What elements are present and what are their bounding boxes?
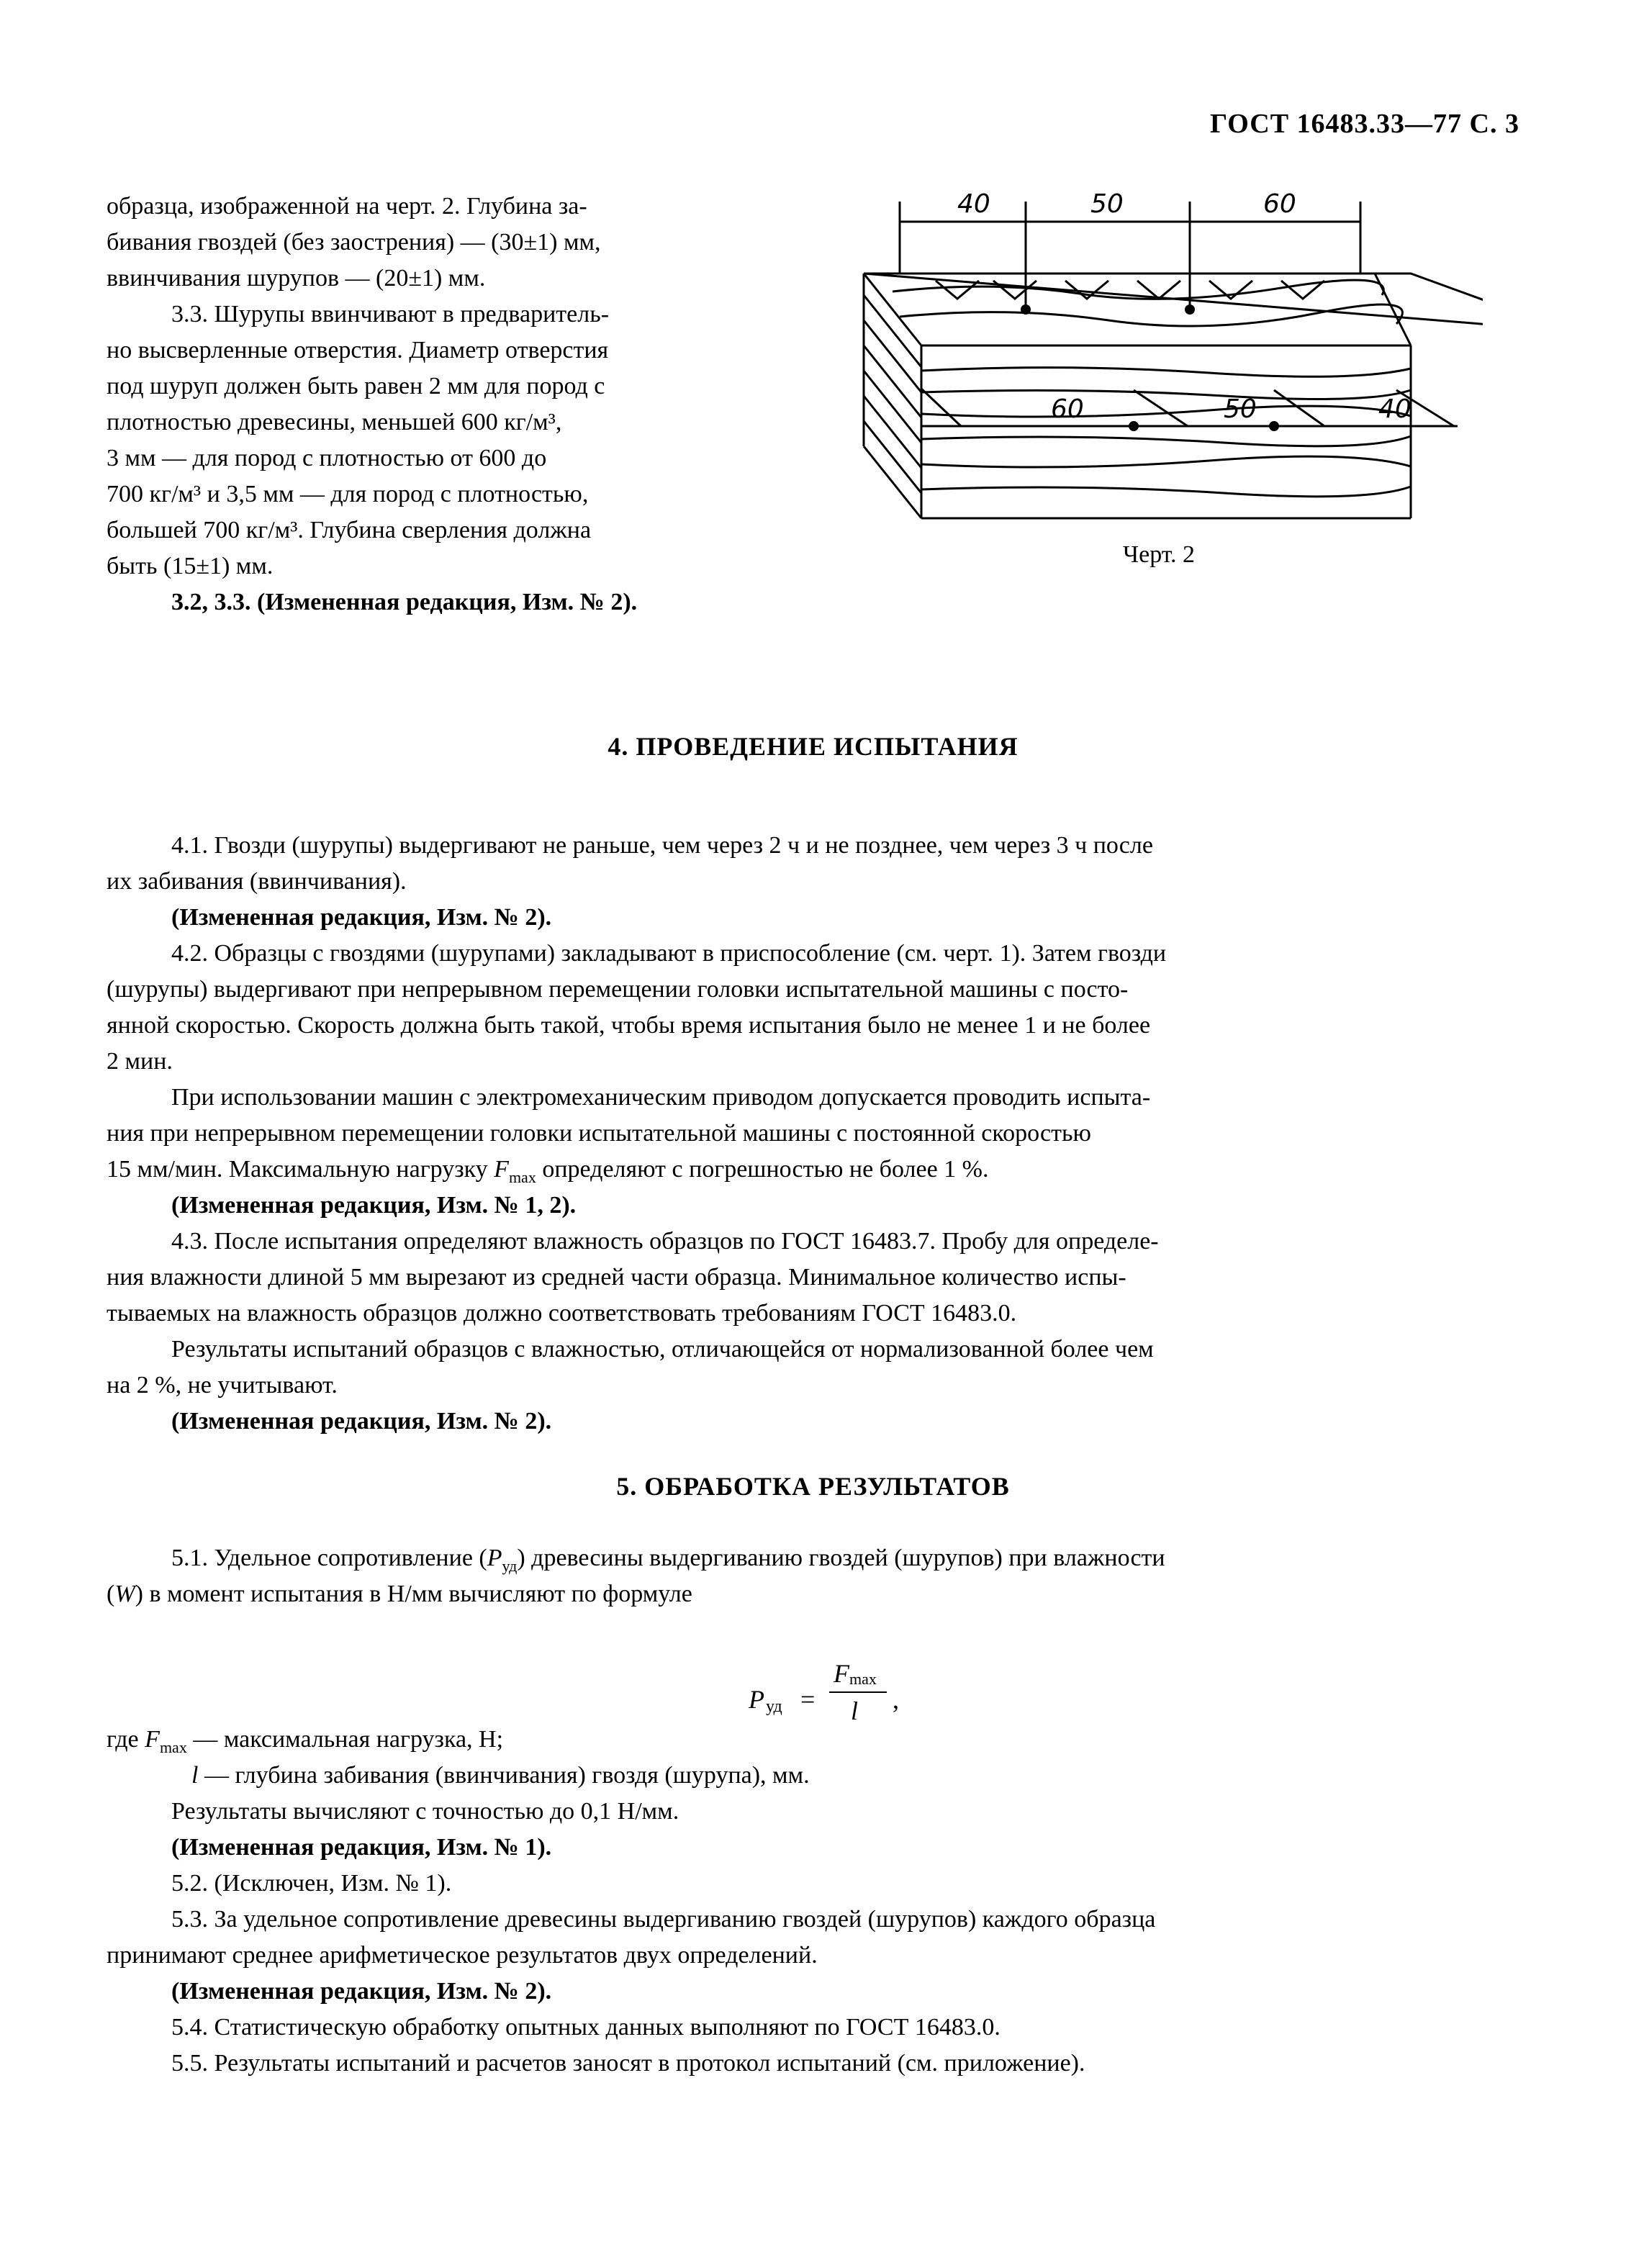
text-line: принимают среднее арифметическое результатов двух определений. bbox=[107, 1942, 818, 1969]
subscript-max: max bbox=[159, 1738, 187, 1756]
text-fragment: ( bbox=[107, 1581, 115, 1607]
symbol-l: l bbox=[191, 1762, 199, 1789]
dim-label: 40 bbox=[957, 189, 990, 219]
formula-sub-max: max bbox=[849, 1670, 877, 1688]
text-line: янной скоростью. Скорость должна быть такой, чтобы время испытания было не менее 1 и не более bbox=[107, 1012, 1151, 1039]
text-fragment: где bbox=[107, 1726, 139, 1753]
text-fragment: — максимальная нагрузка, Н; bbox=[193, 1726, 504, 1753]
symbol-w: W bbox=[114, 1581, 135, 1607]
text-fragment: — глубина забивания (ввинчивания) гвоздя (шурупа), мм. bbox=[204, 1762, 810, 1789]
dim-label: 60 bbox=[1263, 189, 1296, 219]
formula-equals: = bbox=[800, 1685, 816, 1714]
subscript-ud: уд bbox=[502, 1556, 518, 1575]
nail-point bbox=[1269, 421, 1279, 431]
section-heading: 5. ОБРАБОТКА РЕЗУЛЬТАТОВ bbox=[616, 1472, 1010, 1501]
subscript-max: max bbox=[508, 1167, 536, 1186]
text-line: 5.2. (Исключен, Изм. № 1). bbox=[171, 1870, 452, 1897]
text-line bbox=[107, 1576, 1525, 1612]
section-heading: 4. ПРОВЕДЕНИЕ ИСПЫТАНИЯ bbox=[608, 732, 1018, 761]
text-line: быть (15±1) мм. bbox=[107, 553, 274, 579]
text-line: 3.3. Шурупы ввинчивают в предваритель- bbox=[171, 301, 610, 327]
symbol-f: F bbox=[145, 1726, 160, 1753]
edit-note: (Измененная редакция, Изм. № 2). bbox=[171, 1408, 552, 1435]
edit-note: (Измененная редакция, Изм. № 2). bbox=[171, 1978, 552, 2005]
dim-label: 50 bbox=[1090, 189, 1124, 219]
formula-numerator-f: F bbox=[834, 1659, 849, 1688]
section-4-body bbox=[107, 828, 1525, 1440]
running-head: ГОСТ 16483.33—77 С. 3 bbox=[1210, 109, 1519, 139]
text-line bbox=[107, 1758, 1525, 1794]
symbol-p: P bbox=[487, 1545, 502, 1571]
dim-label: 50 bbox=[1224, 394, 1257, 424]
edit-note: 3.2, 3.3. (Измененная редакция, Изм. № 2). bbox=[171, 589, 638, 615]
text-line: бивания гвоздей (без заострения) — (30±1) мм, bbox=[107, 229, 601, 256]
text-line: 5.4. Статистическую обработку опытных данных выполняют по ГОСТ 16483.0. bbox=[171, 2014, 1001, 2041]
text-line: При использовании машин с электромеханическим приводом допускается проводить испыта- bbox=[171, 1084, 1151, 1111]
text-line: 4.3. После испытания определяют влажность образцов по ГОСТ 16483.7. Пробу для определе- bbox=[171, 1228, 1159, 1255]
text-line: их забивания (ввинчивания). bbox=[107, 868, 407, 895]
text-line: 2 мин. bbox=[107, 1048, 173, 1075]
text-line: тываемых на влажность образцов должно соответствовать требованиям ГОСТ 16483.0. bbox=[107, 1300, 1017, 1327]
text-line: образца, изображенной на черт. 2. Глубина за- bbox=[107, 193, 587, 220]
text-line: плотностью древесины, меньшей 600 кг/м³, bbox=[107, 409, 562, 435]
fraction-bar bbox=[829, 1691, 887, 1693]
text-fragment: ) древесины выдергиванию гвоздей (шурупов) при влажности bbox=[517, 1545, 1165, 1571]
text-line bbox=[107, 1722, 1525, 1758]
nail-point bbox=[1185, 304, 1195, 315]
dim-label: 40 bbox=[1378, 394, 1412, 424]
text-fragment: определяют с погрешностью не более 1 %. bbox=[542, 1156, 989, 1183]
text-line: 5.3. За удельное сопротивление древесины выдергиванию гвоздей (шурупов) каждого образца bbox=[171, 1906, 1156, 1933]
text-line: под шуруп должен быть равен 2 мм для пород с bbox=[107, 373, 605, 399]
symbol-f: F bbox=[494, 1156, 509, 1183]
figure-caption: Черт. 2 bbox=[1123, 541, 1196, 568]
text-line: ния при непрерывном перемещении головки испытательной машины с постоянной скоростью bbox=[107, 1120, 1091, 1147]
formula-denominator-l: l bbox=[851, 1697, 859, 1725]
section-5-body bbox=[107, 1722, 1525, 2082]
text-line: Результаты вычисляют с точностью до 0,1 Н/мм. bbox=[171, 1798, 679, 1825]
text-line: (шурупы) выдергивают при непрерывном перемещении головки испытательной машины с посто- bbox=[107, 976, 1129, 1003]
edit-note: (Измененная редакция, Изм. № 1). bbox=[171, 1834, 552, 1861]
formula-p: P bbox=[749, 1685, 764, 1714]
text-line: 4.1. Гвозди (шурупы) выдергивают не раньше, чем через 2 ч и не позднее, чем через 3 ч после bbox=[171, 832, 1153, 859]
text-line: 4.2. Образцы с гвоздями (шурупами) закладывают в приспособление (см. черт. 1). Затем гвозди bbox=[171, 940, 1167, 967]
formula-comma: , bbox=[893, 1685, 899, 1714]
edit-note: (Измененная редакция, Изм. № 1, 2). bbox=[171, 1192, 577, 1219]
text-line bbox=[107, 1540, 1525, 1576]
edit-note: (Измененная редакция, Изм. № 2). bbox=[171, 904, 552, 931]
text-fragment: 15 мм/мин. Максимальную нагрузку bbox=[107, 1156, 488, 1183]
left-column bbox=[107, 189, 790, 620]
text-line: большей 700 кг/м³. Глубина сверления должна bbox=[107, 517, 592, 543]
text-line bbox=[107, 1152, 1525, 1188]
text-line: ния влажности длиной 5 мм вырезают из средней части образца. Минимальное количество испы- bbox=[107, 1264, 1126, 1291]
section-5-intro bbox=[107, 1540, 1525, 1612]
dim-label: 60 bbox=[1051, 394, 1084, 424]
specimen-drawing bbox=[849, 173, 1483, 547]
formula-sub-ud: уд bbox=[766, 1697, 782, 1716]
nail-point bbox=[1021, 304, 1031, 315]
text-line: Результаты испытаний образцов с влажностью, отличающейся от нормализованной более чем bbox=[171, 1336, 1154, 1363]
text-line: но высверленные отверстия. Диаметр отверстия bbox=[107, 337, 609, 363]
text-line: 5.5. Результаты испытаний и расчетов заносят в протокол испытаний (см. приложение). bbox=[171, 2050, 1085, 2077]
text-line: 700 кг/м³ и 3,5 мм — для пород с плотностью, bbox=[107, 481, 589, 507]
nail-point bbox=[1129, 421, 1139, 431]
text-line: 3 мм — для пород с плотностью от 600 до bbox=[107, 445, 547, 471]
text-fragment: 5.1. Удельное сопротивление ( bbox=[171, 1545, 487, 1571]
text-line: на 2 %, не учитывают. bbox=[107, 1372, 338, 1399]
text-fragment: ) в момент испытания в Н/мм вычисляют по формуле bbox=[135, 1581, 692, 1607]
text-line: ввинчивания шурупов — (20±1) мм. bbox=[107, 265, 486, 292]
